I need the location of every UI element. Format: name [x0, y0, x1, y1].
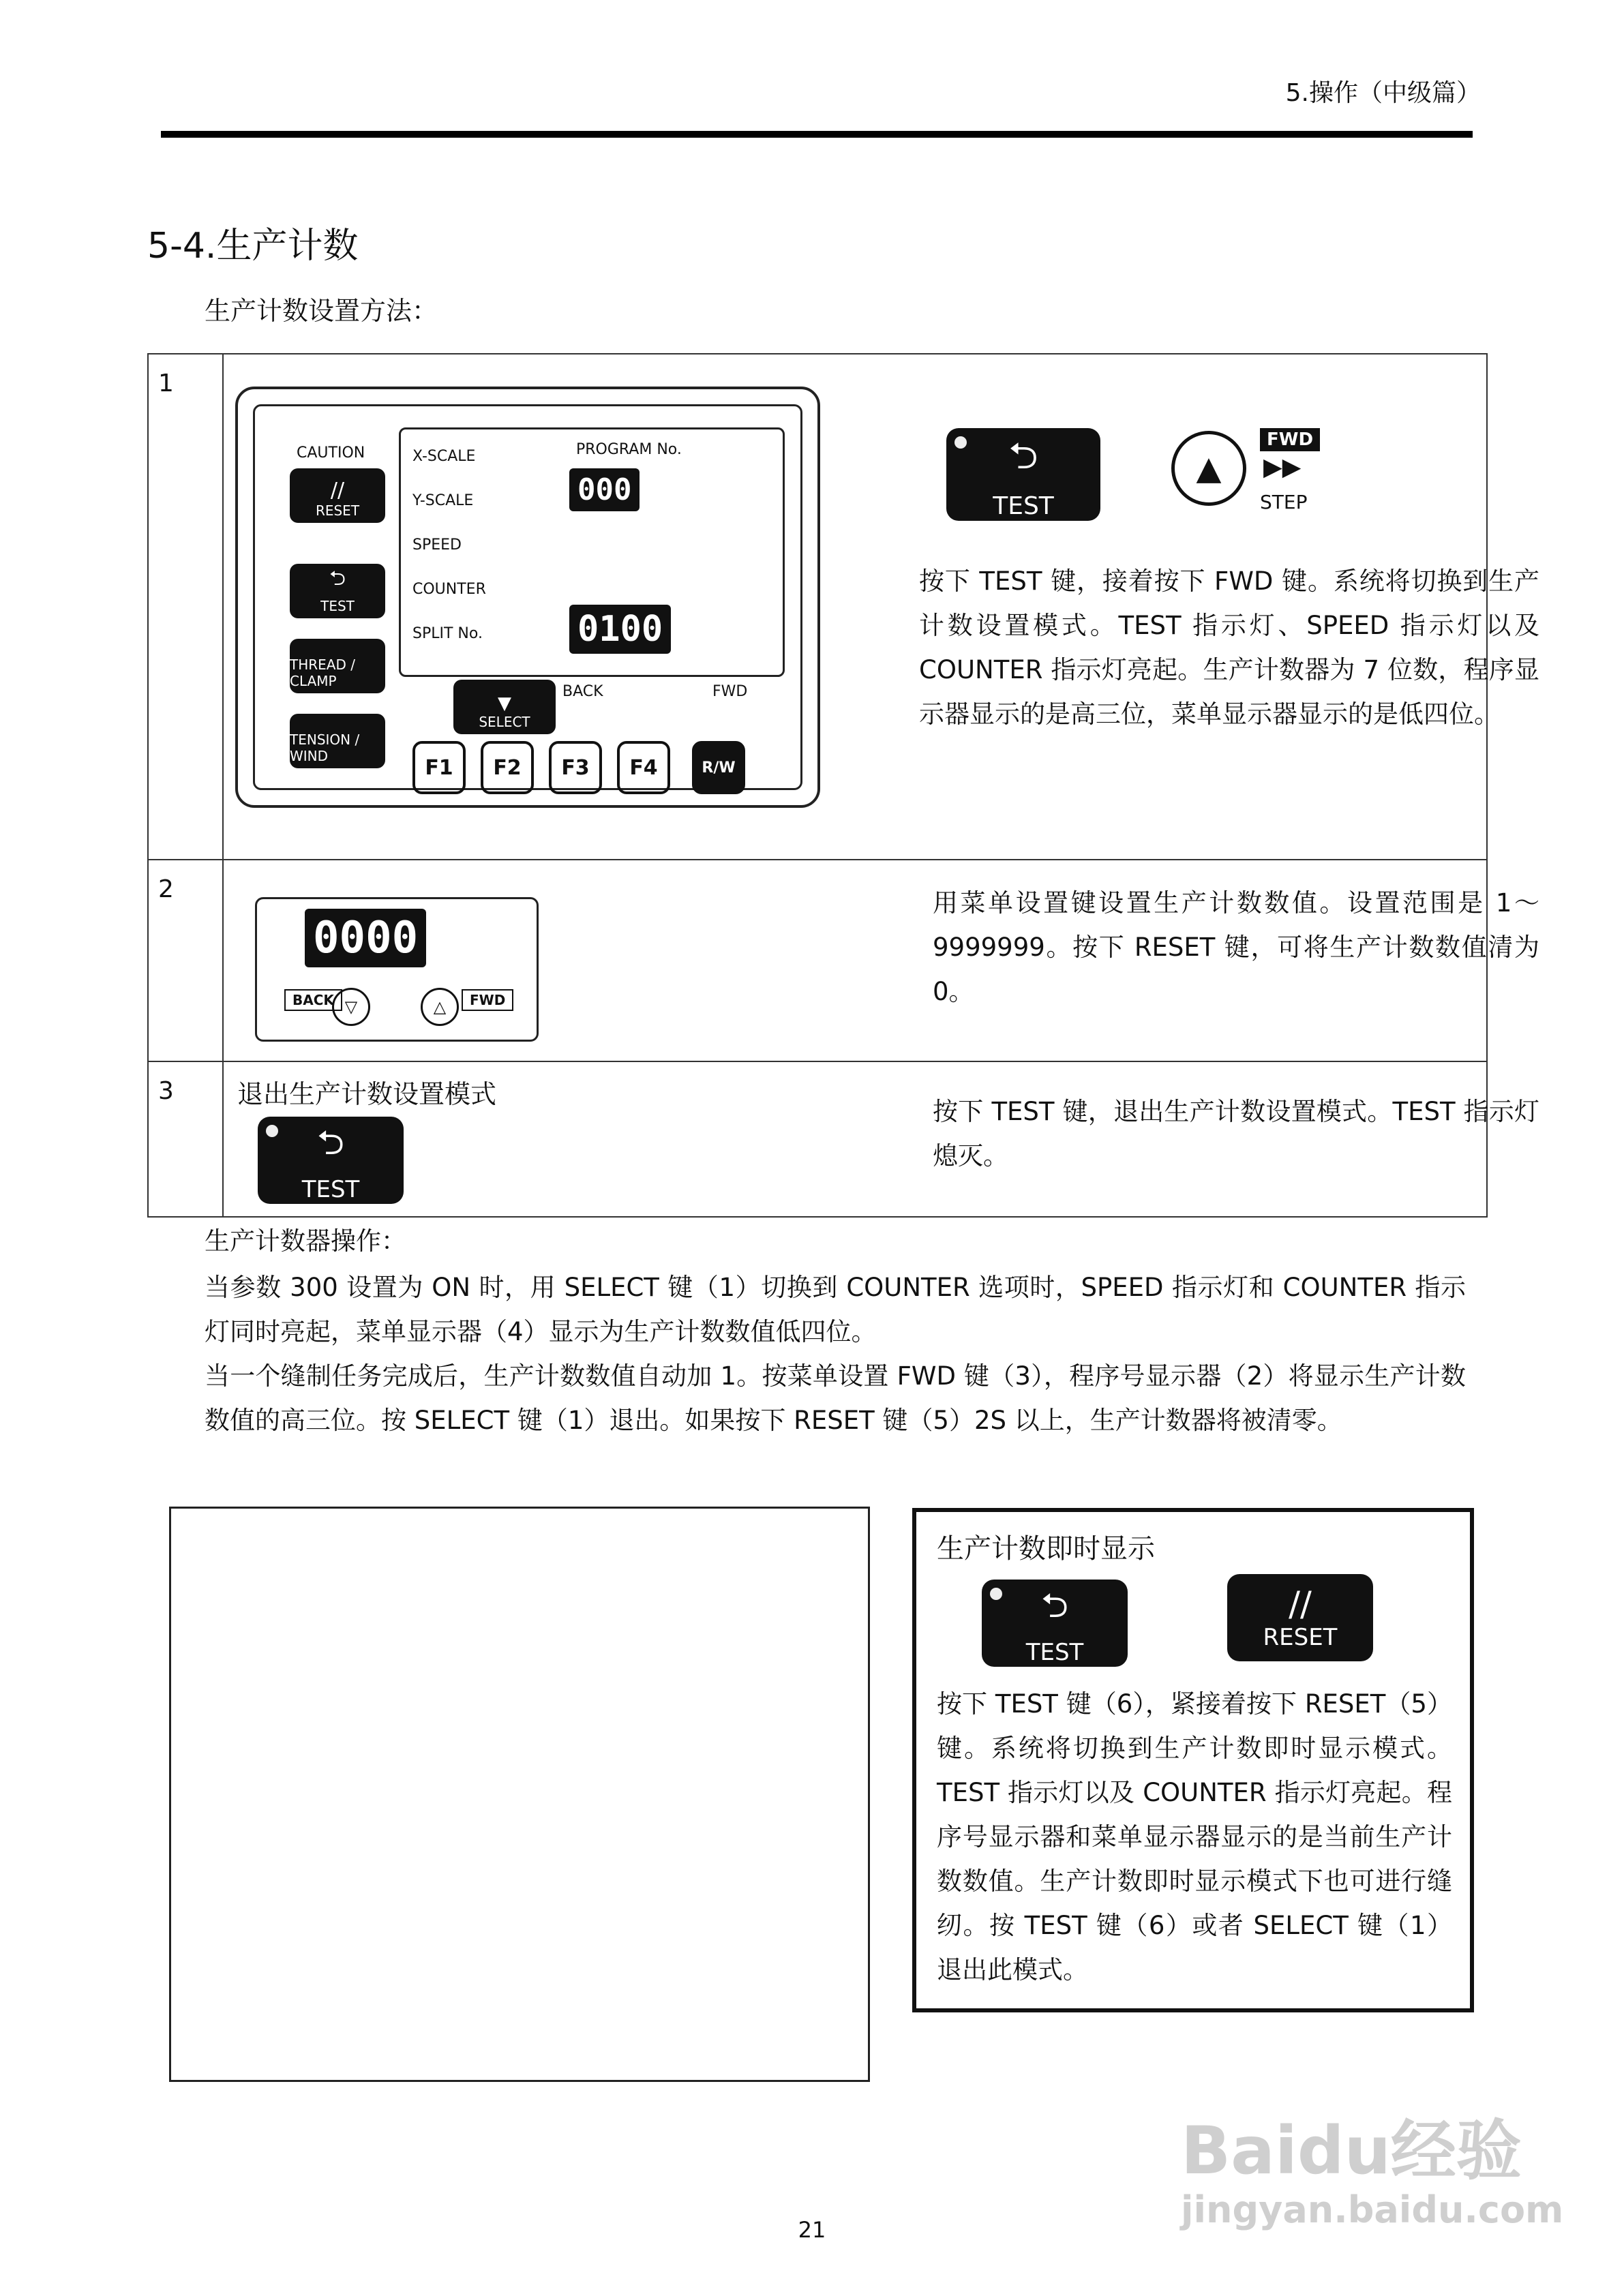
- header-text: 5.操作（中级篇）: [1285, 79, 1481, 107]
- back-down-button[interactable]: ▽: [332, 988, 370, 1026]
- f1-key[interactable]: F1: [412, 741, 466, 794]
- step-number: 1: [148, 354, 223, 860]
- split-no-label: SPLIT No.: [412, 625, 483, 642]
- step-content: [223, 354, 1539, 860]
- section-title: 5-4.生产计数: [147, 226, 359, 267]
- baidu-watermark: [1181, 2113, 1590, 2270]
- program-display: 000: [569, 468, 640, 511]
- return-icon: ⮌: [316, 1122, 345, 1162]
- fwd-label: FWD: [462, 989, 513, 1011]
- speed-label: SPEED: [412, 537, 462, 554]
- caution-label: CAUTION: [297, 444, 365, 462]
- step-description: 按下 TEST 键，退出生产计数设置模式。TEST 指示灯熄灭。: [933, 1097, 1539, 1170]
- step-row-3: [148, 1061, 1487, 1217]
- reset-slash-icon: //: [1289, 1584, 1312, 1624]
- indicator-led: [954, 436, 967, 449]
- empty-figure-box: [169, 1507, 870, 2082]
- return-icon: ⮌: [1040, 1585, 1069, 1625]
- select-button[interactable]: ▼ SELECT: [453, 680, 556, 734]
- f4-key[interactable]: F4: [617, 741, 670, 794]
- counter-label: COUNTER: [412, 581, 486, 598]
- reset-button[interactable]: // RESET: [290, 468, 385, 523]
- watermark-brand: Baidu经验: [1181, 2113, 1522, 2189]
- steps-table: [147, 353, 1539, 1218]
- step-content: [223, 860, 1539, 1061]
- fwd-up-button[interactable]: ▲: [1171, 431, 1246, 506]
- fwd-label: FWD: [1260, 428, 1320, 451]
- program-no-label: PROGRAM No.: [576, 441, 682, 458]
- section-subtitle: 生产计数设置方法：: [205, 296, 438, 326]
- step-description: 按下 TEST 键，接着按下 FWD 键。系统将切换到生产计数设置模式。TEST 指示灯、SPEED 指示灯以及 COUNTER 指示灯亮起。生产计数器为 7 位数，程序显示器显示的是高三位，菜单显示器显示的是低四位。: [919, 567, 1539, 729]
- test-button[interactable]: ⮌ TEST: [982, 1580, 1128, 1667]
- step-label: STEP: [1260, 491, 1308, 513]
- tension-wind-button[interactable]: TENSION / WIND: [290, 714, 385, 768]
- counter-ops-title: 生产计数器操作：: [205, 1226, 406, 1256]
- menu-display-panel: [255, 897, 539, 1042]
- menu-display: 0000: [305, 909, 426, 967]
- test-button[interactable]: ⮌ TEST: [946, 428, 1100, 521]
- control-panel-illustration: [235, 373, 815, 802]
- indicator-led: [266, 1125, 278, 1137]
- watermark-url: jingyan.baidu.com: [1181, 2188, 1564, 2231]
- fast-forward-icon: ▶▶: [1263, 453, 1302, 481]
- reset-button[interactable]: // RESET: [1227, 1574, 1373, 1661]
- instant-display-description: 按下 TEST 键（6），紧接着按下 RESET（5）键。系统将切换到生产计数即时显示模式。TEST 指示灯以及 COUNTER 指示灯亮起。程序号显示器和菜单显示器显示的是当前生产计数数值。生产计数即时显示模式下也可进行缝纫。按 TEST 键（6）或者 SELECT 键（1）退出此模式。: [937, 1689, 1452, 1984]
- step-label: 退出生产计数设置模式: [237, 1079, 497, 1109]
- indicator-led: [990, 1588, 1002, 1600]
- y-scale-label: Y-SCALE: [412, 492, 474, 509]
- test-button[interactable]: ⮌ TEST: [258, 1117, 404, 1204]
- instant-display-title: 生产计数即时显示: [937, 1533, 1155, 1565]
- fwd-label: FWD: [712, 683, 748, 700]
- counter-ops-paragraph-1: 当参数 300 设置为 ON 时，用 SELECT 键（1）切换到 COUNTER 选项时，SPEED 指示灯和 COUNTER 指示灯同时亮起，菜单显示器（4）显示为生产计数数值低四位。: [205, 1273, 1466, 1346]
- step-content: [223, 1061, 1539, 1217]
- return-icon: ⮌: [1008, 434, 1038, 477]
- step-row-2: [148, 860, 1487, 1061]
- counter-ops-paragraph-2: 当一个缝制任务完成后，生产计数数值自动加 1。按菜单设置 FWD 键（3），程序号显示器（2）将显示生产计数数值的高三位。按 SELECT 键（1）退出。如果按下 RESET 键（5）2S 以上，生产计数器将被清零。: [205, 1361, 1466, 1435]
- f3-key[interactable]: F3: [549, 741, 602, 794]
- f2-key[interactable]: F2: [481, 741, 534, 794]
- thread-clamp-button[interactable]: THREAD / CLAMP: [290, 639, 385, 693]
- test-button[interactable]: ⮌ TEST: [290, 564, 385, 618]
- step-number: 3: [148, 1061, 223, 1217]
- step-description: 用菜单设置键设置生产计数数值。设置范围是 1～9999999。按下 RESET 键，可将生产计数数值清为 0。: [933, 888, 1539, 1006]
- back-label: BACK: [562, 683, 603, 700]
- header-rule: [161, 131, 1473, 138]
- instant-display-box: [912, 1508, 1474, 2012]
- page-number: 21: [798, 2217, 826, 2243]
- step-number: 2: [148, 860, 223, 1061]
- fwd-up-button[interactable]: △: [421, 988, 459, 1026]
- menu-display: 0100: [569, 605, 671, 654]
- rw-key[interactable]: R/W: [692, 741, 745, 794]
- x-scale-label: X-SCALE: [412, 448, 476, 465]
- back-label: BACK: [284, 989, 342, 1011]
- step-row-1: [148, 354, 1487, 860]
